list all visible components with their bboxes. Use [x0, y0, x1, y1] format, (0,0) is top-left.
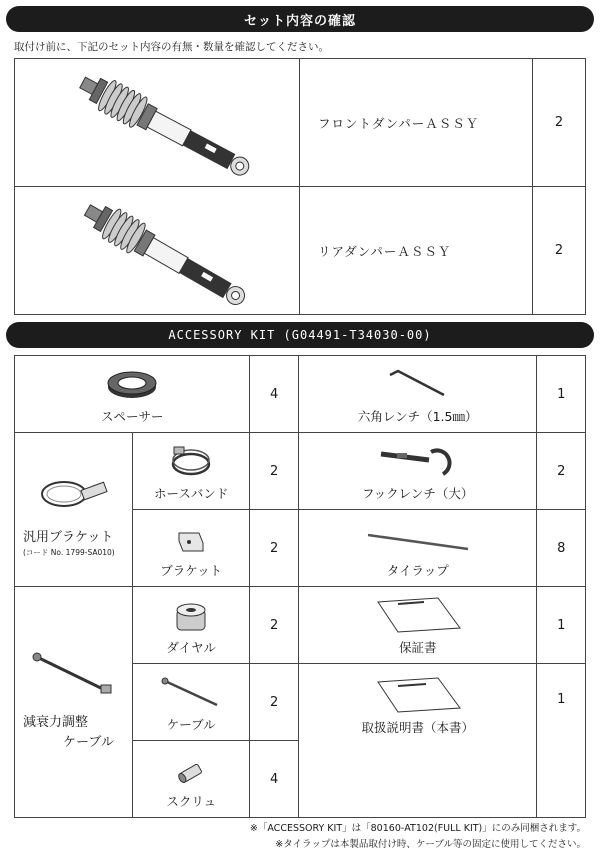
- hex-wrench-qty: 1: [537, 356, 586, 433]
- manual-label: 取扱説明書（本書）: [361, 720, 474, 735]
- tie-wrap-icon: [358, 527, 478, 557]
- dial-cell: [132, 587, 250, 664]
- hose-band-icon: [166, 444, 216, 480]
- spacer-label: スペーサー: [100, 409, 164, 424]
- hose-band-qty: 2: [250, 433, 299, 510]
- table-row: [15, 356, 586, 433]
- spacer-cell: [15, 356, 250, 433]
- bracket-icon: [171, 527, 211, 557]
- screw-qty: 4: [250, 741, 299, 818]
- dial-label: ダイヤル: [166, 640, 216, 655]
- tie-wrap-label: タイラップ: [386, 563, 449, 578]
- front-damper-name: フロントダンパーＡＳＳＹ: [300, 59, 533, 187]
- universal-bracket-icon: [18, 468, 128, 518]
- rear-damper-icon: [15, 187, 299, 311]
- spacer-qty: 4: [250, 356, 299, 433]
- hook-wrench-icon: [373, 444, 463, 480]
- tie-wrap-qty: 8: [537, 510, 586, 587]
- footnote-accessory-kit: ※「ACCESSORY KIT」は「80160-AT102(FULL KIT)」にのみ同梱されます。: [249, 823, 586, 834]
- section-title-accessory-kit: ACCESSORY KIT (G04491-T34030-00): [6, 322, 594, 348]
- manual-cell: [298, 664, 537, 818]
- hex-wrench-cell: [298, 356, 537, 433]
- damping-cable-label-2: ケーブル: [63, 735, 114, 750]
- cable-cell: [132, 664, 250, 741]
- damping-cable-icon: [23, 651, 123, 701]
- hook-wrench-cell: [298, 433, 537, 510]
- front-damper-image-cell: [15, 59, 300, 187]
- tie-wrap-cell: [298, 510, 537, 587]
- hose-band-cell: [132, 433, 250, 510]
- hook-wrench-label: フックレンチ（大）: [362, 486, 474, 501]
- cable-qty: 2: [250, 664, 299, 741]
- instruction-note: 取付け前に、下記のセット内容の有無・数量を確認してください。: [14, 41, 329, 53]
- hex-wrench-label: 六角レンチ（1.5㎜）: [357, 409, 478, 424]
- table-row: [15, 587, 586, 664]
- manual-qty: 1: [537, 664, 586, 818]
- dial-qty: 2: [250, 587, 299, 664]
- screw-cell: [132, 741, 250, 818]
- warranty-cell: [298, 587, 537, 664]
- front-damper-qty: 2: [533, 59, 586, 187]
- footnote-tie-wrap: ※タイラップは本製品取付け時、ケーブル等の固定に使用してください。: [275, 839, 586, 850]
- hook-wrench-qty: 2: [537, 433, 586, 510]
- damping-cable-label-1: 減衰力調整: [23, 715, 89, 730]
- warranty-qty: 1: [537, 587, 586, 664]
- front-damper-icon: [15, 59, 299, 183]
- rear-damper-qty: 2: [533, 187, 586, 315]
- bracket-label: ブラケット: [160, 563, 223, 578]
- section-title-contents: セット内容の確認: [6, 6, 594, 32]
- spacer-icon: [102, 369, 162, 403]
- accessory-table: [14, 355, 586, 818]
- table-row: [15, 433, 586, 510]
- bracket-qty: 2: [250, 510, 299, 587]
- cable-icon: [151, 675, 231, 711]
- damping-cable-group-cell: [15, 587, 133, 818]
- warranty-label: 保証書: [398, 640, 437, 655]
- manual-icon: [368, 674, 468, 714]
- dial-icon: [169, 598, 213, 634]
- bracket-group-cell: [15, 433, 133, 587]
- rear-damper-image-cell: [15, 187, 300, 315]
- bracket-cell: [132, 510, 250, 587]
- universal-bracket-code: (コード No. 1799-SA010): [23, 547, 115, 557]
- screw-label: スクリュ: [166, 794, 216, 809]
- hose-band-label: ホースバンド: [153, 486, 229, 501]
- table-row: [15, 59, 586, 187]
- screw-icon: [171, 758, 211, 788]
- rear-damper-name: リアダンパーＡＳＳＹ: [300, 187, 533, 315]
- table-row: [15, 187, 586, 315]
- warranty-icon: [368, 594, 468, 634]
- cable-label: ケーブル: [166, 717, 216, 732]
- damper-table: [14, 58, 586, 315]
- hex-wrench-icon: [378, 367, 458, 403]
- universal-bracket-label: 汎用ブラケット: [23, 529, 114, 545]
